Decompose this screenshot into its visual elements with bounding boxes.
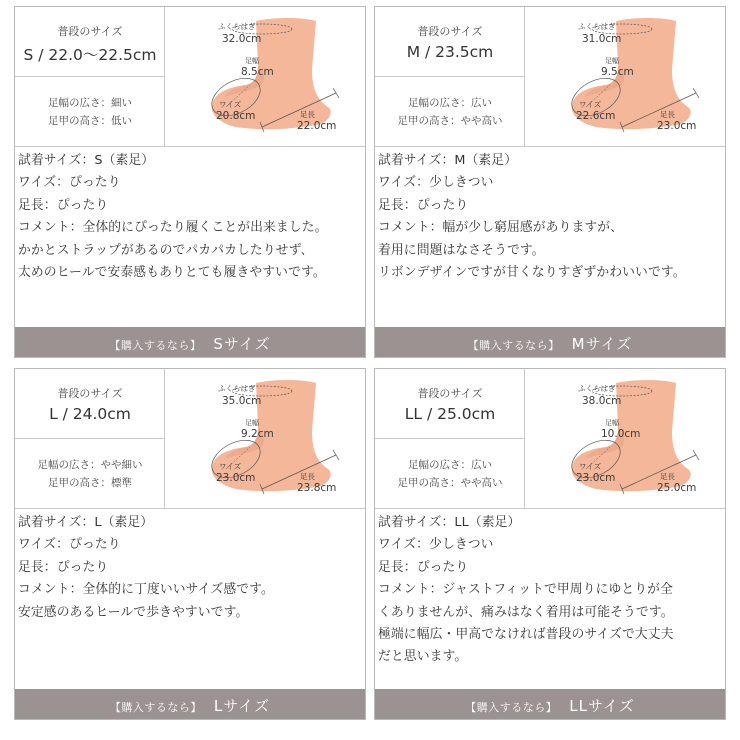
fitting-comment [18,150,366,284]
ankle-label: 足幅 [605,57,619,65]
size-info [15,7,165,147]
buy-size-name: LLサイズ [569,697,635,715]
comment-line: 太めのヒールで安泰感もありとても履きやすいです。 [18,265,326,281]
comment-line: くありませんが、痛みはなく着用は可能そうです。 [378,604,674,620]
foot-measurement-diagram [166,7,365,147]
comment-line: ワイズ：ぴったり [18,537,121,553]
length-value: 23.8cm [297,482,337,494]
calf-value: 38.0cm [582,395,622,407]
instep-height-text: 足甲の高さ：標準 [48,477,132,489]
usual-size-heading: 普段のサイズ [57,25,123,38]
buy-size-label[interactable] [375,333,725,354]
comment-line: リボンデザインですが甘くなりすぎずかわいいです。 [378,265,686,281]
length-label: 足長 [660,110,675,119]
buy-prefix: 【購入するなら】 [465,701,558,714]
comment-line: ワイズ：少しきつい [378,175,494,191]
calf-label: ふくらはぎ [218,384,256,393]
card-header [375,369,725,509]
calf-label: ふくらはぎ [578,384,616,393]
calf-label: ふくらはぎ [578,22,616,31]
comment-line: 着用に問題はなさそうです。 [378,242,545,258]
comment-line: 試着サイズ：LL（素足） [378,515,521,530]
usual-size-value: L / 24.0cm [49,405,131,423]
usual-size-box [375,369,525,439]
foot-illustration [166,369,365,509]
comment-line: コメント：全体的に丁度いいサイズ感です。 [18,582,274,598]
size-card-s [14,6,366,358]
usual-size-heading: 普段のサイズ [57,387,123,400]
buy-size-label[interactable] [15,695,365,716]
ankle-label: 足幅 [245,57,259,65]
comment-line: 足長：ぴったり [18,559,109,575]
wise-value: 23.0cm [576,472,616,484]
comment-line: だと思います。 [378,649,468,665]
card-header [15,369,365,509]
usual-size-heading: 普段のサイズ [417,25,483,38]
length-value: 22.0cm [297,120,337,132]
length-tick-b [333,450,339,460]
comment-line: コメント：全体的にぴったり履くことが出来ました。 [18,220,328,236]
usual-size-box [375,7,525,77]
comment-line: 安定感のあるヒールで歩きやすいです。 [18,604,249,620]
length-label: 足長 [300,472,315,481]
buy-size-name: Lサイズ [213,697,271,715]
length-tick-b [333,88,339,98]
wise-label: ワイズ [579,100,602,109]
usual-size-value: M / 23.5cm [406,43,494,61]
size-info [375,369,525,509]
comment-line: コメント：幅が少し窮屈感がありますが、 [378,220,624,236]
comment-line: 足長：ぴったり [378,197,469,213]
usual-size-value: LL / 25.0cm [404,405,496,423]
instep-height-text: 足甲の高さ：やや高い [397,477,503,489]
foot-shape-box [15,439,165,509]
length-label: 足長 [300,110,315,119]
buy-size-button[interactable] [375,327,725,357]
ankle-value: 9.5cm [601,66,634,78]
foot-measurement-diagram [526,7,725,147]
size-info [15,369,165,509]
calf-value: 35.0cm [222,395,262,407]
foot-illustration [526,369,725,509]
usual-size-heading: 普段のサイズ [417,387,483,400]
foot-width-text: 足幅の広さ：広い [408,459,492,471]
wise-value: 20.8cm [216,110,256,122]
foot-shape-box [375,439,525,509]
calf-label: ふくらはぎ [218,22,256,31]
length-value: 25.0cm [657,482,697,494]
comment-line: 極端に幅広・甲高でなければ普段のサイズで大丈夫 [378,627,674,643]
buy-size-name: Mサイズ [571,335,633,353]
fitting-comment [18,512,366,624]
comment-line: 足長：ぴったり [18,197,109,213]
comment-line: ワイズ：ぴったり [18,175,121,191]
foot-measurement-diagram [166,369,365,509]
wise-value: 23.0cm [216,472,256,484]
buy-prefix: 【購入するなら】 [109,339,202,352]
size-card-m [374,6,726,358]
length-tick-b [693,450,699,460]
buy-size-button[interactable] [15,689,365,719]
buy-size-button[interactable] [375,689,725,719]
length-label: 足長 [660,472,675,481]
wise-label: ワイズ [219,462,242,471]
foot-width-text: 足幅の広さ：やや細い [37,459,143,471]
usual-size-value: S / 22.0～22.5cm [23,46,157,64]
size-card-ll [374,368,726,720]
wise-label: ワイズ [219,100,242,109]
calf-value: 31.0cm [582,33,622,45]
foot-measurement-diagram [526,369,725,509]
usual-size-box [15,369,165,439]
foot-illustration [166,7,365,147]
size-card-l [14,368,366,720]
ankle-label: 足幅 [605,419,619,427]
buy-size-button[interactable] [15,327,365,357]
foot-illustration [526,7,725,147]
card-header [15,7,365,147]
comment-line: 試着サイズ：S（素足） [18,153,155,168]
usual-size-box [15,7,165,77]
comment-line: ワイズ：少しきつい [378,537,494,553]
length-tick-b [693,88,699,98]
card-header [375,7,725,147]
foot-shape-box [15,77,165,147]
ankle-value: 9.2cm [241,428,274,440]
wise-value: 22.6cm [576,110,616,122]
buy-size-name: Sサイズ [213,335,271,353]
buy-size-label[interactable] [375,695,725,716]
instep-height-text: 足甲の高さ：やや高い [397,115,503,127]
comment-line: 試着サイズ：L（素足） [18,515,154,530]
buy-prefix: 【購入するなら】 [467,339,560,352]
foot-width-text: 足幅の広さ：広い [408,97,492,109]
comment-line: 試着サイズ：M（素足） [378,153,518,168]
buy-size-label[interactable] [15,333,365,354]
ankle-value: 8.5cm [241,66,274,78]
fitting-comment [378,512,726,669]
comment-line: かかとストラップがあるのでパカパカしたりせず、 [18,242,314,258]
comment-line: コメント：ジャストフィットで甲周りにゆとりが全 [378,582,673,598]
size-info [375,7,525,147]
ankle-value: 10.0cm [601,428,641,440]
calf-value: 32.0cm [222,33,262,45]
comment-line: 足長：ぴったり [378,559,469,575]
foot-width-text: 足幅の広さ：細い [48,97,132,109]
fitting-comment [378,150,726,284]
foot-shape-box [375,77,525,147]
buy-prefix: 【購入するなら】 [109,701,202,714]
ankle-label: 足幅 [245,419,259,427]
wise-label: ワイズ [579,462,602,471]
instep-height-text: 足甲の高さ：低い [48,115,132,127]
length-value: 23.0cm [657,120,697,132]
